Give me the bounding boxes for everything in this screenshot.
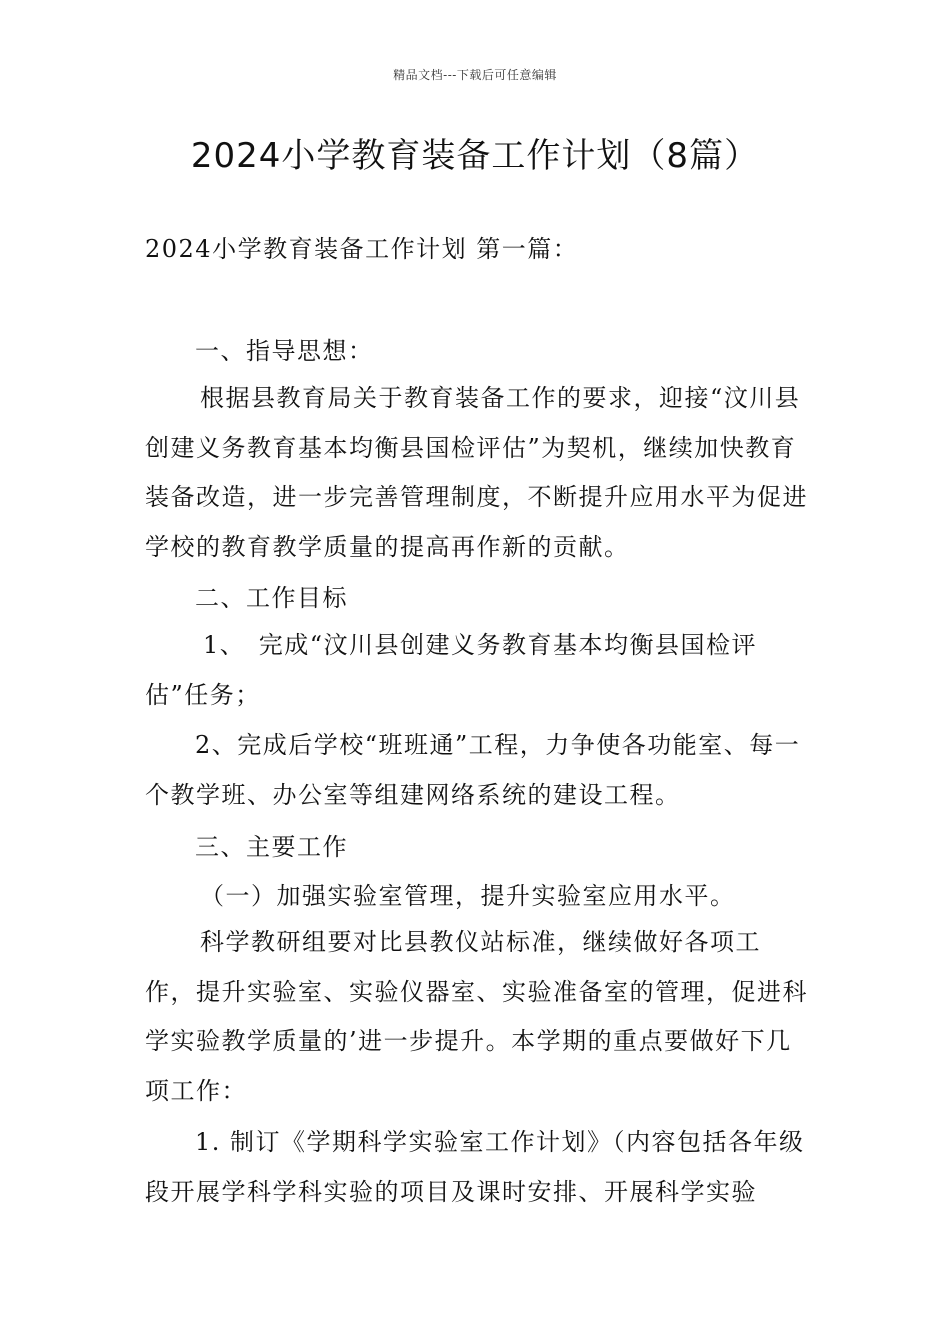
goal-item-1: 1、 完成“汶川县创建义务教育基本均衡县国检评估”任务； (145, 631, 758, 709)
item-1: 1. 制订《学期科学实验室工作计划》（内容包括各年级段开展学科学科实验的项目及课时安排、开展科学实验 (145, 1128, 805, 1206)
header-note: 精品文档---下载后可任意编辑 (393, 68, 557, 82)
subsection1-heading: （一）加强实验室管理，提升实验室应用水平。 (200, 882, 736, 910)
document-title: 2024小学教育装备工作计划（8篇） (190, 136, 760, 176)
section1-heading: 一、指导思想： (195, 337, 374, 365)
document-subtitle: 2024小学教育装备工作计划 第一篇： (145, 235, 579, 263)
section2-heading: 二、工作目标 (195, 584, 348, 612)
section3-heading: 三、主要工作 (195, 833, 348, 861)
subsection1-paragraph: 科学教研组要对比县教仪站标准，继续做好各项工作，提升实验室、实验仪器室、实验准备室的管理，促进科学实验教学质量的’进一步提升。本学期的重点要做好下几项工作： (145, 928, 808, 1105)
goal-item-2: 2、完成后学校“班班通”工程，力争使各功能室、每一个教学班、办公室等组建网络系统的建设工程。 (145, 731, 801, 809)
section1-paragraph: 根据县教育局关于教育装备工作的要求，迎接“汶川县创建义务教育基本均衡县国检评估”为契机，继续加快教育装备改造，进一步完善管理制度，不断提升应用水平为促进学校的教育教学质量的提高再作新的贡献。 (145, 384, 808, 561)
